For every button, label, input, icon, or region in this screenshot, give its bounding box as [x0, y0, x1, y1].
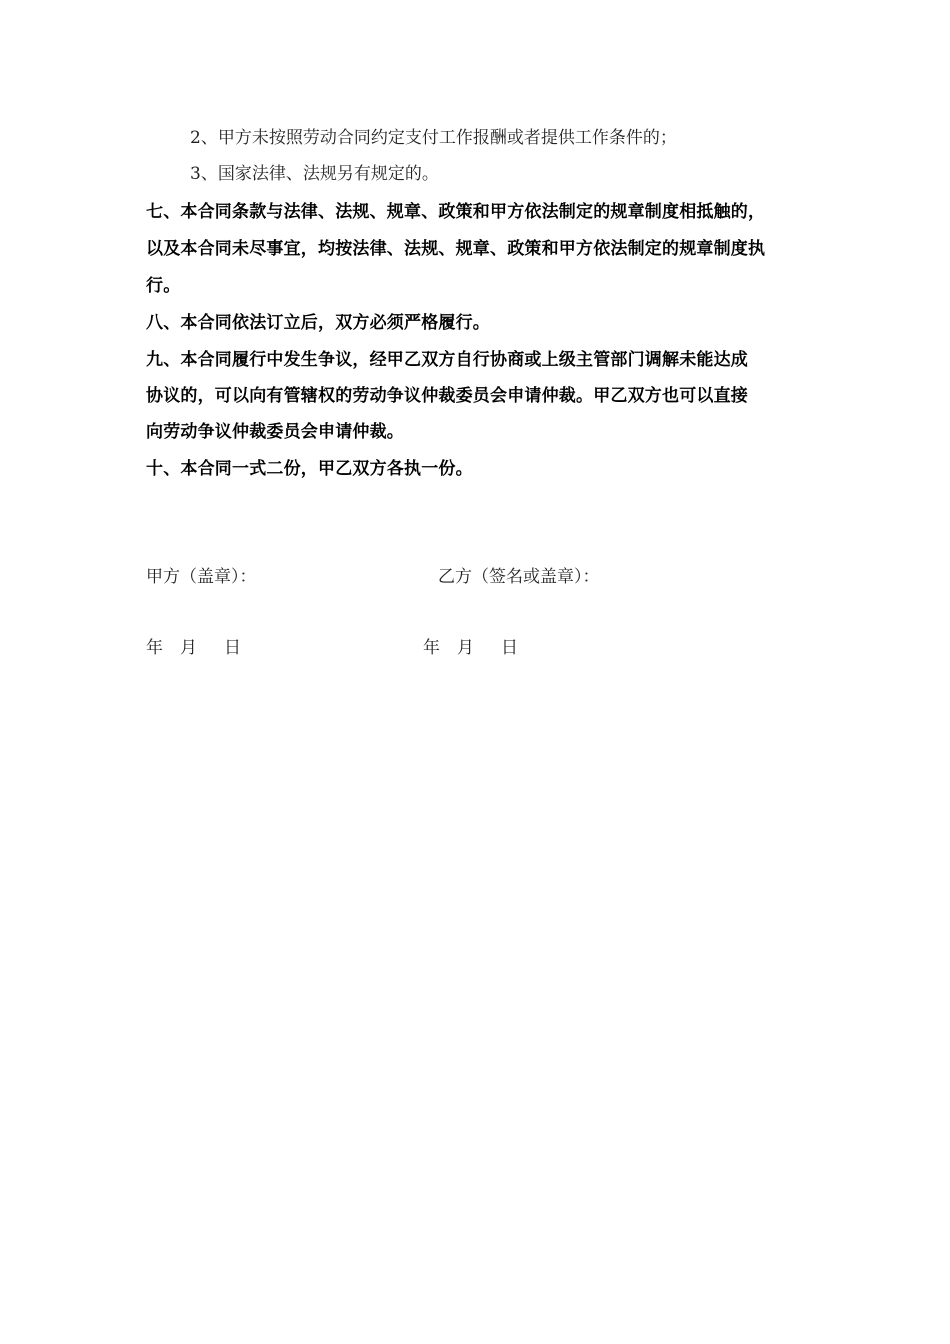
party-b-date-day: 日	[501, 638, 518, 658]
clause-7-line-3: 行。	[146, 276, 181, 296]
party-a-date-day: 日	[224, 638, 241, 658]
clause-7-line-2: 以及本合同未尽事宜，均按法律、法规、规章、政策和甲方依法制定的规章制度执	[146, 239, 766, 259]
clause-7-line-1: 七、本合同条款与法律、法规、规章、政策和甲方依法制定的规章制度相抵触的，	[146, 202, 766, 222]
clause-9-line-2: 协议的，可以向有管辖权的劳动争议仲裁委员会申请仲裁。甲乙双方也可以直接	[146, 386, 748, 406]
party-a-date-month: 月	[180, 638, 197, 658]
party-a-signature-label: 甲方（盖章）：	[146, 567, 257, 587]
clause-9-line-3: 向劳动争议仲裁委员会申请仲裁。	[146, 422, 404, 442]
party-b-signature-label: 乙方（签名或盖章）：	[438, 567, 600, 587]
clause-8-line-1: 八、本合同依法订立后，双方必须严格履行。	[146, 313, 490, 333]
clause-item-3: 3、国家法律、法规另有规定的。	[190, 164, 439, 184]
party-a-date	[146, 636, 241, 660]
clause-item-2: 2、甲方未按照劳动合同约定支付工作报酬或者提供工作条件的；	[190, 128, 677, 148]
party-b-date-year: 年	[423, 638, 440, 658]
clause-10-line-1: 十、本合同一式二份，甲乙双方各执一份。	[146, 459, 473, 479]
party-b-date	[423, 636, 518, 660]
party-a-date-year: 年	[146, 638, 163, 658]
party-b-date-month: 月	[457, 638, 474, 658]
clause-9-line-1: 九、本合同履行中发生争议，经甲乙双方自行协商或上级主管部门调解未能达成	[146, 350, 748, 370]
